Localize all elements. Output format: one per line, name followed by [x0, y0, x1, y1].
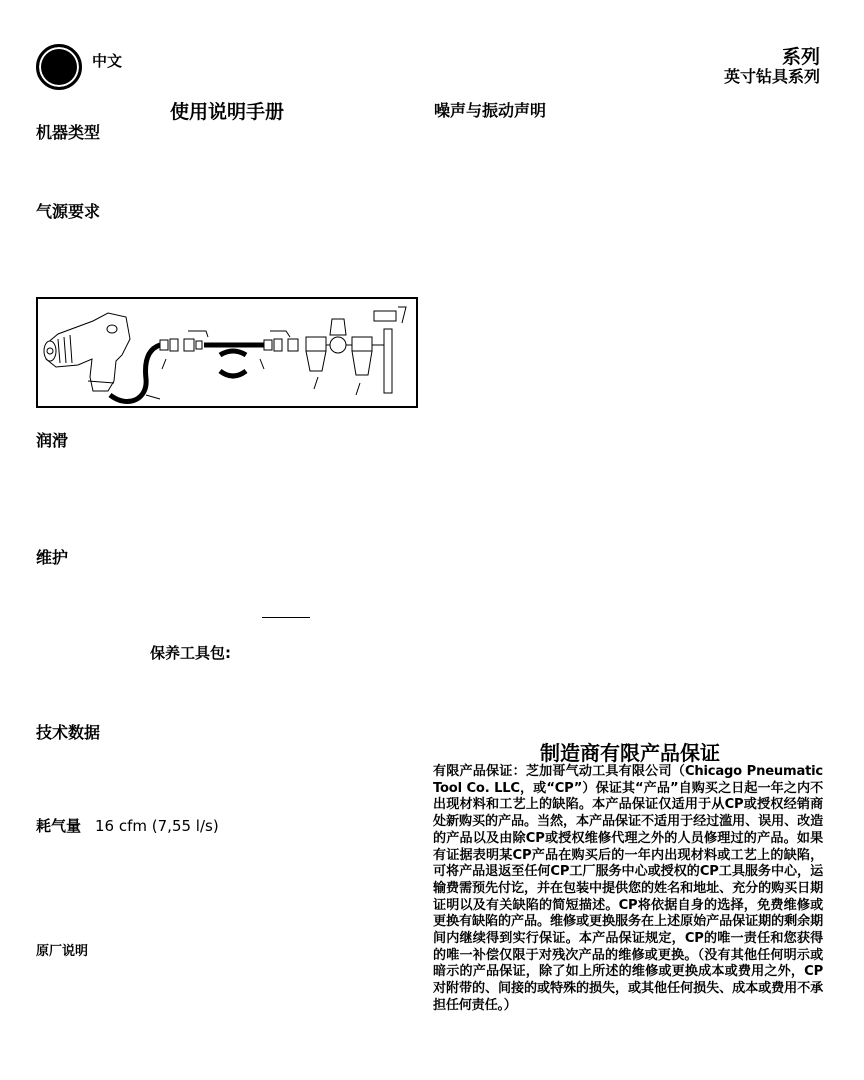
language-label: 中文: [92, 52, 123, 70]
warranty-text: 有限产品保证：芝加哥气动工具有限公司（Chicago Pneumatic Tool Co. LLC，或“CP”）保证其“产品”自购买之日起一年之内不出现材料和工艺上的缺陷。本产品保证仅适用于从CP或授权经销商处新购买的产品。当然，本产品保证不适用于经过滥用、误用、改造的产品以及由除CP或授权维修代理之外的人员修理过的产品。如果有证据表明某CP产品在购买后的一年内出现材料或工艺上的缺陷，可将产品退返至任何CP工厂服务中心或授权的CP工具服务中心，运输费需预先付讫，并在包装中提供您的姓名和地址、充分的购买日期证明以及有关缺陷的简短描述。CP将依据自身的选择，免费维修或更换有缺陷的产品。维修或更换服务在上述原始产品保证期的剩余期间内继续得到实行保证。本产品保证规定，CP的唯一责任和您获得的唯一补偿仅限于对残次产品的维修或更换。（没有其他任何明示或暗示的产品保证，除了如上所述的维修或更换成本或费用之外，CP对附带的、间接的或特殊的损失，或其他任何损失、成本或费用不承担任何责任。）: [433, 764, 823, 1013]
lubrication-heading: 润滑: [36, 431, 69, 450]
air-line-diagram: [36, 297, 418, 408]
noise-vibration-heading: 噪声与振动声明: [434, 101, 547, 120]
divider-line: [262, 617, 310, 618]
air-supply-heading: 气源要求: [36, 202, 101, 221]
maintenance-kit-label: 保养工具包:: [150, 644, 231, 662]
series-title: 系列: [781, 46, 820, 68]
air-consumption-label: 耗气量: [36, 817, 82, 835]
air-consumption-value: 16 cfm (7,55 l/s): [95, 817, 219, 835]
original-instructions-label: 原厂说明: [36, 944, 89, 959]
machine-type-heading: 机器类型: [36, 123, 101, 142]
warranty-heading: 制造商有限产品保证: [540, 741, 720, 765]
technical-data-heading: 技术数据: [36, 723, 101, 742]
air-line-illustration-icon: [38, 299, 416, 406]
manual-title: 使用说明手册: [170, 101, 285, 123]
series-subtitle: 英寸钻具系列: [723, 67, 820, 86]
air-consumption: [36, 815, 219, 836]
brand-logo-icon: [36, 44, 82, 90]
maintenance-heading: 维护: [36, 548, 69, 567]
